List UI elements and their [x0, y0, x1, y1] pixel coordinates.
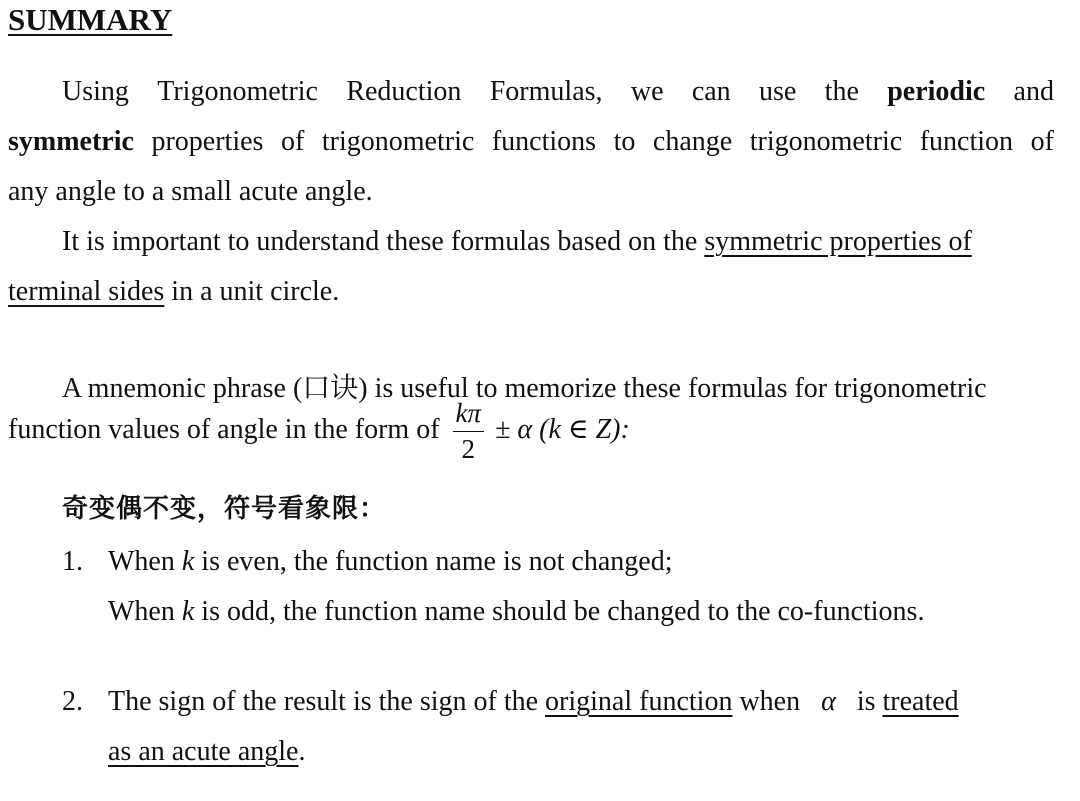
para2-line2 — [8, 276, 339, 308]
summary-heading: SUMMARY — [8, 2, 173, 37]
list-number: 2. — [62, 686, 83, 717]
word: change — [652, 126, 733, 157]
underlined-phrase: original function — [545, 686, 733, 717]
para1-line1 — [62, 76, 1054, 108]
para2-line1 — [62, 226, 972, 258]
para2-lead: It is important to understand these formulas based on the — [62, 226, 698, 257]
para3-line2 — [8, 400, 630, 463]
list-item-2-line1 — [108, 686, 959, 718]
text: is even, the function name is not changed; — [201, 546, 673, 577]
word: to — [613, 126, 636, 157]
variable-k: k — [181, 546, 195, 577]
word: Trigonometric — [157, 76, 318, 107]
word: functions — [491, 126, 597, 157]
underlined-phrase: as an acute angle — [108, 736, 299, 767]
text: When — [108, 596, 175, 627]
variable-alpha: α — [821, 686, 836, 717]
word: function — [919, 126, 1014, 157]
word: of — [281, 126, 305, 157]
fraction-k-pi-over-2 — [453, 400, 485, 463]
underlined-phrase: treated — [882, 686, 959, 717]
text: When — [108, 546, 175, 577]
list-number: 1. — [62, 546, 83, 577]
word: use — [759, 76, 797, 107]
para3-line1: A mnemonic phrase (口诀) is useful to memorize these formulas for trigonometric — [62, 373, 987, 404]
word: Reduction — [346, 76, 462, 107]
word: the — [824, 76, 859, 107]
word: Formulas, — [489, 76, 603, 107]
word: trigonometric — [749, 126, 903, 157]
fraction-denominator: 2 — [461, 434, 476, 464]
word: properties — [151, 126, 264, 157]
bold-word-symmetric: symmetric — [8, 126, 134, 157]
word: and — [1013, 76, 1054, 107]
list-item-1-line1 — [108, 546, 673, 578]
para2-tail: in a unit circle. — [171, 276, 340, 307]
list-item-2-line2 — [108, 736, 305, 768]
text: . — [298, 736, 306, 767]
word: can — [691, 76, 731, 107]
underlined-phrase: symmetric properties of — [704, 226, 972, 257]
word: we — [630, 76, 664, 107]
word: of — [1030, 126, 1054, 157]
word: Using — [62, 76, 129, 107]
para3-lead: function values of angle in the form of — [8, 413, 440, 445]
text: when — [739, 686, 801, 717]
fraction-numerator: kπ — [453, 400, 485, 432]
para1-line3: any angle to a small acute angle. — [8, 176, 373, 207]
para1-line2 — [8, 126, 1054, 158]
mnemonic-phrase: 奇变偶不变，符号看象限： — [62, 494, 387, 524]
text: is odd, the function name should be changed to the co-functions. — [201, 596, 925, 627]
text: The sign of the result is the sign of the — [108, 686, 539, 717]
word: trigonometric — [321, 126, 475, 157]
text: is — [856, 686, 876, 717]
math-expression: ± α (k ∈ Z): — [495, 413, 630, 445]
bold-word-periodic: periodic — [887, 76, 986, 107]
underlined-phrase: terminal sides — [8, 276, 165, 307]
variable-k: k — [181, 596, 195, 627]
list-item-1-line2 — [108, 596, 924, 628]
